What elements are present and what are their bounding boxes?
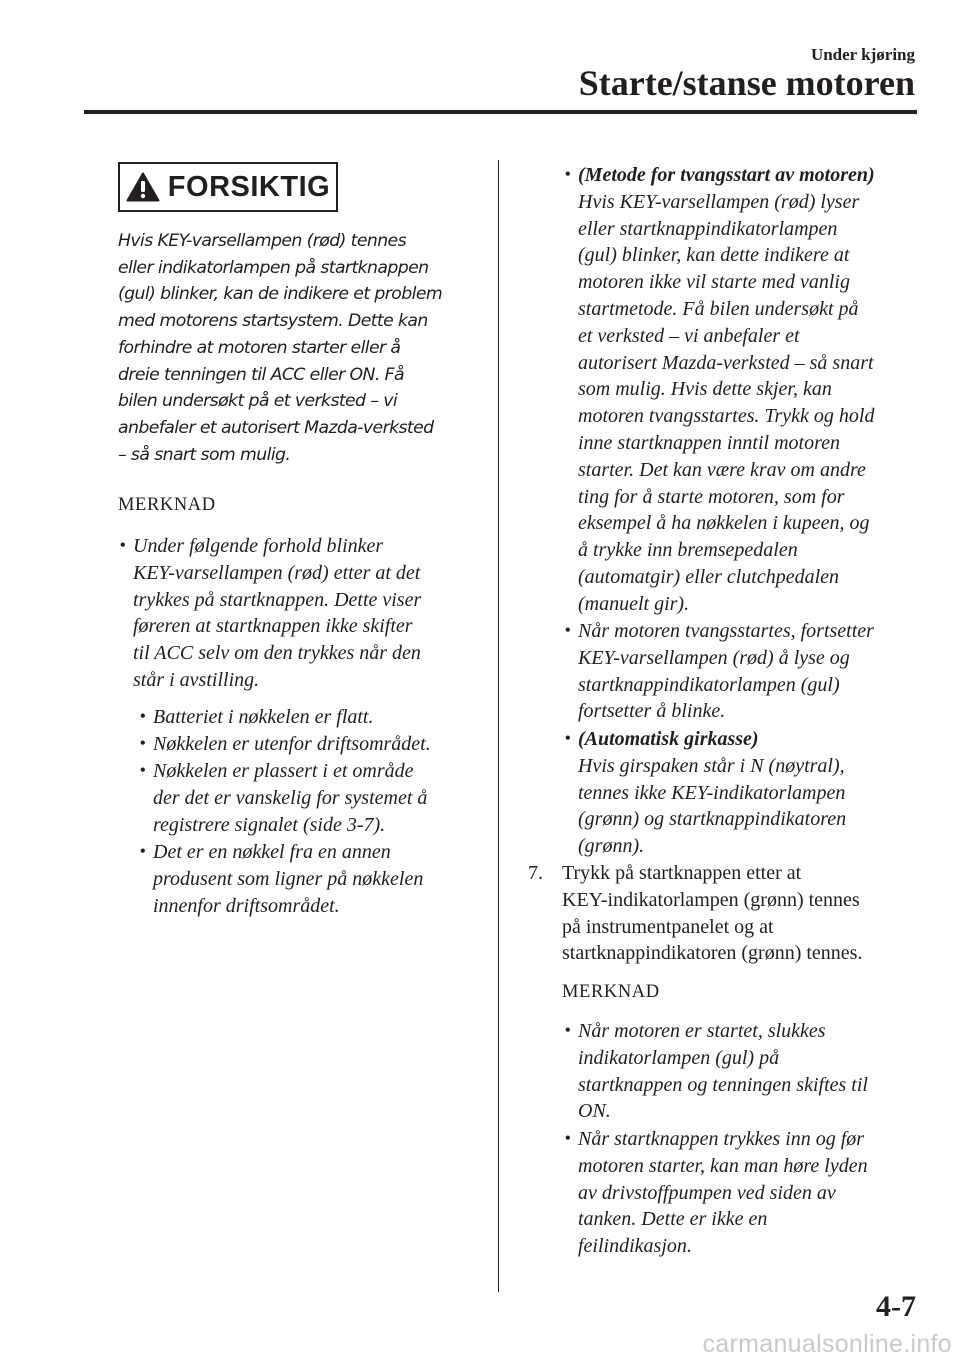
forced-start-line: starter. Det kan være krav om andre	[578, 458, 866, 481]
forced-note-line: KEY-varsellampen (rød) å lyse og	[578, 646, 850, 669]
bullet-glyph: •	[565, 622, 571, 639]
caution-text-line: (gul) blinker, kan de indikere et problem	[118, 284, 443, 305]
note-line: tanken. Dette er ikke en	[578, 1208, 768, 1231]
note-line: trykkes på startknappen. Dette viser	[133, 588, 422, 611]
caution-text-line: forhindre at motoren starter eller å	[118, 337, 401, 358]
bullet-glyph: •	[140, 843, 146, 860]
automatic-heading: (Automatisk girkasse)	[578, 728, 759, 750]
forced-start-line: (automatgir) eller clutchpedalen	[578, 565, 840, 588]
caution-text-line: bilen undersøkt på et verksted – vi	[118, 391, 398, 412]
sub-bullet	[140, 704, 374, 731]
forced-start-line: eller startknappindikatorlampen	[578, 217, 838, 240]
page-number: 4-7	[876, 1290, 916, 1323]
forced-start-line: å trykke inn bremsepedalen	[578, 539, 798, 562]
sub-bullet	[140, 758, 428, 838]
note-line: Når startknappen trykkes inn og før	[578, 1128, 865, 1150]
note-line: KEY-varsellampen (rød) etter at det	[133, 561, 421, 584]
forced-start-bullet	[565, 162, 875, 618]
bullet-glyph: •	[140, 762, 146, 779]
note-line: av drivstoffpumpen ved siden av	[578, 1181, 836, 1204]
forced-start-line: ting for å starte motoren, som for	[578, 485, 845, 508]
step-line: Trykk på startknappen etter at	[562, 862, 802, 884]
note-line: ON.	[578, 1100, 611, 1123]
note-label: MERKNAD	[562, 982, 660, 1002]
step-line: startknappindikatoren (grønn) tennes.	[562, 942, 863, 965]
forced-start-note	[565, 618, 874, 725]
automatic-line: (grønn).	[578, 835, 645, 858]
automatic-line: (grønn) og startknappindikatoren	[578, 808, 847, 831]
header-rule	[84, 110, 917, 114]
bullet-glyph: •	[120, 537, 126, 554]
step-line: på instrumentpanelet og at	[562, 915, 774, 938]
sub-bullet	[140, 839, 424, 919]
caution-text-line: – så snart som mulig.	[118, 444, 291, 465]
sub-bullet	[140, 731, 431, 758]
bullet-glyph: •	[565, 1022, 571, 1039]
note-line: Under følgende forhold blinker	[133, 535, 384, 557]
note-line: motoren starter, kan man høre lyden	[578, 1154, 868, 1177]
caution-label: FORSIKTIG	[167, 170, 331, 203]
automatic-gearbox-bullet	[565, 726, 847, 860]
watermark: carmanualsonline.info	[702, 1330, 952, 1358]
caution-text-line: eller indikatorlampen på startknappen	[118, 257, 429, 278]
sub-bullet-line: der det er vanskelig for systemet å	[153, 786, 428, 809]
warning-triangle-icon	[126, 172, 160, 202]
caution-text-line: Hvis KEY-varsellampen (rød) tennes	[118, 231, 406, 251]
forced-note-line: startknappindikatorlampen (gul)	[578, 673, 840, 696]
caution-text-line: anbefaler et autorisert Mazda-verksted	[118, 417, 434, 438]
note-line: står i avstilling.	[133, 668, 260, 691]
step-7	[528, 860, 863, 967]
automatic-line: tennes ikke KEY-indikatorlampen	[578, 781, 846, 804]
note-line: indikatorlampen (gul) på	[578, 1046, 780, 1069]
caution-text	[118, 228, 478, 468]
caution-box	[118, 162, 338, 212]
forced-start-line: startmetode. Få bilen undersøkt på	[578, 297, 859, 320]
forced-start-line: (manuelt gir).	[578, 592, 690, 615]
forced-start-line: motoren tvangsstartes. Trykk og hold	[578, 405, 875, 428]
step-number: 7.	[528, 862, 543, 884]
sub-bullet-line: Batteriet i nøkkelen er flatt.	[153, 706, 374, 728]
note-bullet	[120, 533, 422, 694]
forced-start-line: autorisert Mazda-verksted – så snart	[578, 351, 874, 374]
automatic-line: Hvis girspaken står i N (nøytral),	[578, 754, 845, 777]
bullet-glyph: •	[565, 1130, 571, 1147]
sub-bullet-line: Det er en nøkkel fra en annen	[153, 841, 391, 863]
step-line: KEY-indikatorlampen (grønn) tennes	[562, 888, 860, 911]
bullet-glyph: •	[140, 735, 146, 752]
sub-bullet-line: innenfor driftsområdet.	[153, 894, 340, 917]
note-bullet	[565, 1018, 868, 1125]
forced-note-line: Når motoren tvangsstartes, fortsetter	[578, 620, 874, 642]
note-line: føreren at startknappen ikke skifter	[133, 615, 413, 638]
note-line: Når motoren er startet, slukkes	[578, 1020, 826, 1042]
forced-start-line: et verksted – vi anbefaler et	[578, 324, 800, 347]
caution-text-line: med motorens startsystem. Dette kan	[118, 311, 428, 332]
forced-start-line: (gul) blinker, kan dette indikere at	[578, 244, 850, 267]
forced-note-line: fortsetter å blinke.	[578, 700, 726, 723]
sub-bullet-line: Nøkkelen er utenfor driftsområdet.	[153, 733, 431, 755]
forced-start-line: eksempel å ha nøkkelen i kupeen, og	[578, 512, 870, 535]
note-label: MERKNAD	[118, 495, 216, 515]
bullet-glyph: •	[140, 708, 146, 725]
sub-bullet-line: produsent som ligner på nøkkelen	[153, 867, 424, 890]
caution-text-line: dreie tenningen til ACC eller ON. Få	[118, 364, 404, 385]
section-title: Under kjøring	[810, 45, 915, 64]
note-line: til ACC selv om den trykkes når den	[133, 642, 421, 665]
forced-start-line: Hvis KEY-varsellampen (rød) lyser	[578, 190, 860, 213]
note-line: startknappen og tenningen skiftes til	[578, 1073, 868, 1096]
bullet-glyph: •	[565, 730, 571, 747]
sub-bullet-line: registrere signalet (side 3-7).	[153, 813, 386, 836]
bullet-glyph: •	[565, 166, 571, 183]
sub-bullet-line: Nøkkelen er plassert i et område	[153, 760, 414, 782]
forced-start-heading: (Metode for tvangsstart av motoren)	[578, 164, 875, 186]
forced-start-line: motoren ikke vil starte med vanlig	[578, 271, 850, 294]
column-divider	[498, 160, 499, 1292]
note-bullet	[565, 1126, 868, 1260]
page-title: Starte/stanse motoren	[578, 63, 915, 103]
forced-start-line: som mulig. Hvis dette skjer, kan	[578, 378, 832, 401]
note-line: feilindikasjon.	[578, 1235, 692, 1258]
forced-start-line: inne startknappen inntil motoren	[578, 431, 841, 454]
